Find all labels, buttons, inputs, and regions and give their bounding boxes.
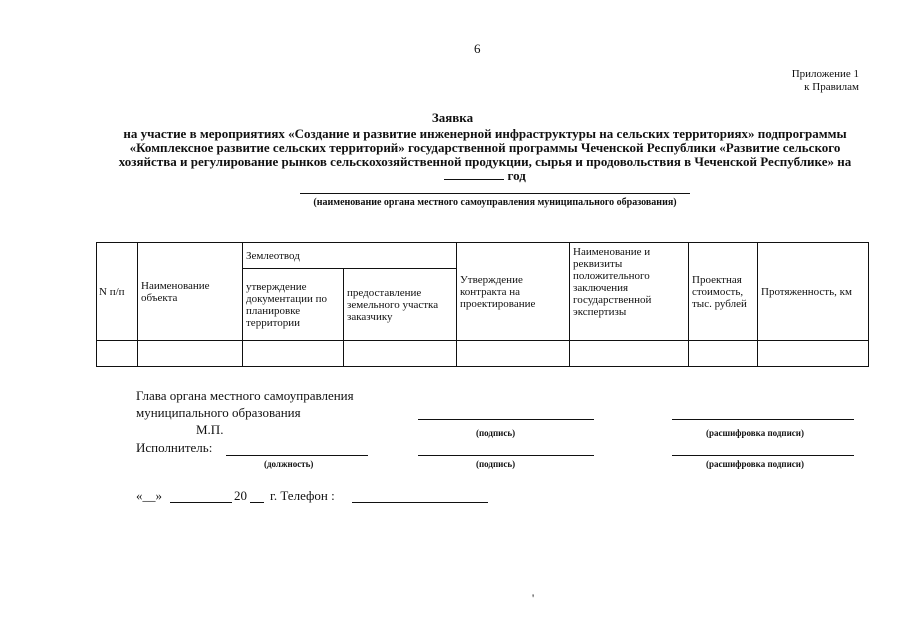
- document-subtitle: [100, 127, 870, 183]
- date-year-line[interactable]: [250, 502, 264, 503]
- date-day: «__»: [136, 488, 162, 503]
- header-land-allotment: Землеотвод: [243, 243, 457, 269]
- head-signature-caption: (подпись): [476, 428, 516, 438]
- cell-contract-approval[interactable]: [457, 341, 570, 367]
- executor-decoding-caption: (расшифровка подписи): [706, 459, 804, 469]
- table-row: [97, 341, 869, 367]
- document-title: Заявка: [431, 110, 474, 125]
- header-object-name: Наименование объекта: [138, 243, 243, 341]
- executor-label: Исполнитель:: [136, 440, 213, 455]
- year-blank: [444, 169, 504, 180]
- cell-object-name[interactable]: [138, 341, 243, 367]
- header-contract-approval: Утверждение контракта на проектирование: [457, 243, 570, 341]
- header-project-cost: Проектная стоимость, тыс. рублей: [689, 243, 758, 341]
- executor-position-caption: (должность): [264, 459, 314, 469]
- appendix-line-2: к Правилам: [804, 81, 859, 93]
- head-title-line-2: муниципального образования: [136, 405, 301, 420]
- head-title-line-1: Глава органа местного самоуправления: [136, 388, 354, 403]
- cell-expertise[interactable]: [570, 341, 689, 367]
- head-decoding-line[interactable]: [672, 419, 854, 420]
- appendix-line-1: Приложение 1: [791, 68, 859, 80]
- phone-line[interactable]: [352, 502, 488, 503]
- org-name-line: [300, 193, 690, 194]
- header-number: N п/п: [97, 243, 138, 341]
- subtitle-year-word: год: [507, 168, 526, 183]
- cell-project-cost[interactable]: [689, 341, 758, 367]
- header-land-plot-grant: предоставление земельного участка заказчику: [344, 269, 457, 341]
- header-expertise: Наименование и реквизиты положительного заключения государственной экспертизы: [570, 243, 689, 341]
- date-month-line[interactable]: [170, 502, 232, 503]
- application-table: [96, 242, 869, 367]
- cell-land-plot-grant[interactable]: [344, 341, 457, 367]
- cell-number[interactable]: [97, 341, 138, 367]
- executor-signature-line[interactable]: [418, 455, 594, 456]
- executor-decoding-line[interactable]: [672, 455, 854, 456]
- executor-position-line[interactable]: [226, 455, 368, 456]
- date-year-prefix: 20: [234, 488, 247, 503]
- stamp-label: М.П.: [196, 422, 224, 437]
- head-decoding-caption: (расшифровка подписи): [706, 428, 804, 438]
- head-signature-line[interactable]: [418, 419, 594, 420]
- org-name-caption: (наименование органа местного самоуправления муниципального образования): [313, 197, 677, 208]
- cell-length[interactable]: [758, 341, 869, 367]
- scan-mark: ': [532, 591, 535, 605]
- cell-land-docs-approval[interactable]: [243, 341, 344, 367]
- header-length: Протяженность, км: [758, 243, 869, 341]
- page-number: 6: [474, 41, 481, 56]
- phone-label: г. Телефон :: [270, 488, 335, 503]
- header-land-docs-approval: утверждение документации по планировке территории: [243, 269, 344, 341]
- executor-signature-caption: (подпись): [476, 459, 516, 469]
- subtitle-text: на участие в мероприятиях «Создание и развитие инженерной инфраструктуры на сельских территориях» подпрограммы «Комплексное развитие сельских территорий» государственной программы Чеченской Республики «Развитие сельского хозяйства и регулирование рынков сельскохозяйственной продукции, сырья и продовольствия в Чеченской Республике» на: [118, 126, 852, 169]
- appendix-note: [792, 68, 859, 94]
